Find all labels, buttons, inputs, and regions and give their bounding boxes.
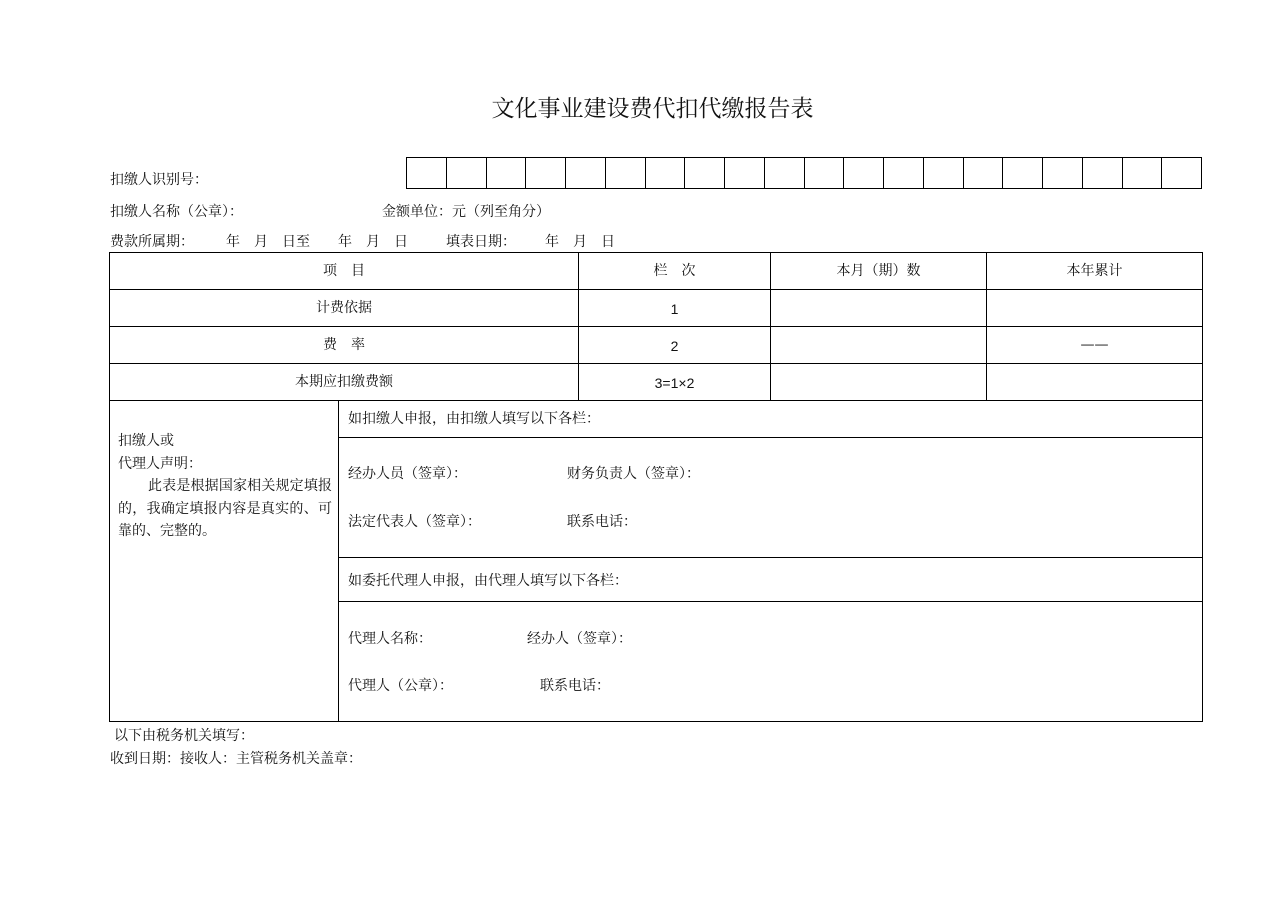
id-digit-box[interactable] xyxy=(1122,158,1162,188)
tax-office-note: 以下由税务机关填写： xyxy=(114,728,254,744)
agent-handler-label: 经办人（签章）： xyxy=(527,631,632,647)
header-column-no: 栏 次 xyxy=(653,263,696,279)
id-digit-box[interactable] xyxy=(645,158,685,188)
header-month-amount: 本月（期）数 xyxy=(836,263,921,279)
withholder-name-label: 扣缴人名称（公章）： xyxy=(110,204,243,220)
fee-period-label: 费款所属期： xyxy=(110,234,194,250)
basis-year-cell[interactable] xyxy=(987,290,1202,326)
table-rule xyxy=(109,326,1203,327)
fee-period-value: 年 月 日至 年 月 日 xyxy=(226,234,408,250)
row-column-no: 1 xyxy=(670,301,679,317)
id-digit-box[interactable] xyxy=(883,158,923,188)
agent-name-label: 代理人名称： xyxy=(348,631,432,647)
table-rule xyxy=(339,601,1203,602)
page-title: 文化事业建设费代扣代缴报告表 xyxy=(491,96,814,122)
declaration-heading: 代理人声明： xyxy=(118,455,202,472)
withholder-phone-label: 联系电话： xyxy=(567,514,637,530)
legal-representative-label: 法定代表人（签章）： xyxy=(348,514,481,530)
header-item: 项 目 xyxy=(323,263,365,279)
agent-phone-label: 联系电话： xyxy=(540,678,610,694)
fill-date-label: 填表日期： xyxy=(446,234,516,250)
id-digit-box[interactable] xyxy=(1002,158,1042,188)
table-rule xyxy=(109,252,1203,253)
id-digit-box[interactable] xyxy=(804,158,844,188)
row-item-payable: 本期应扣缴费额 xyxy=(295,374,393,390)
id-digit-box[interactable] xyxy=(923,158,963,188)
table-rule xyxy=(1202,252,1203,722)
fill-date-value: 年 月 日 xyxy=(545,234,615,250)
row-column-no: 2 xyxy=(670,338,679,354)
id-digit-box[interactable] xyxy=(605,158,645,188)
id-digit-box[interactable] xyxy=(1042,158,1082,188)
amount-unit-label: 金额单位：元（列至角分） xyxy=(382,204,550,220)
tax-office-receipt-line: 收到日期：接收人：主管税务机关盖章： xyxy=(110,751,362,767)
withholder-id-boxes[interactable] xyxy=(406,157,1202,189)
table-rule xyxy=(338,400,339,722)
rate-month-cell[interactable] xyxy=(771,327,986,363)
basis-month-cell[interactable] xyxy=(771,290,986,326)
declaration-block xyxy=(118,430,332,543)
row-column-no: 3=1×2 xyxy=(654,375,695,391)
id-digit-box[interactable] xyxy=(724,158,764,188)
agent-seal-label: 代理人（公章）： xyxy=(348,678,453,694)
table-rule xyxy=(109,721,1203,722)
id-digit-box[interactable] xyxy=(1161,158,1201,188)
table-rule xyxy=(109,252,110,722)
agent-section-intro: 如委托代理人申报，由代理人填写以下各栏： xyxy=(348,573,628,589)
id-digit-box[interactable] xyxy=(565,158,605,188)
withholder-section-intro: 如扣缴人申报，由扣缴人填写以下各栏： xyxy=(348,411,600,427)
id-digit-box[interactable] xyxy=(525,158,565,188)
table-rule xyxy=(339,557,1203,558)
id-digit-box[interactable] xyxy=(843,158,883,188)
id-digit-box[interactable] xyxy=(407,158,446,188)
id-digit-box[interactable] xyxy=(446,158,486,188)
id-digit-box[interactable] xyxy=(764,158,804,188)
withholder-handler-label: 经办人员（签章）： xyxy=(348,466,467,482)
table-rule xyxy=(339,437,1203,438)
header-year-total: 本年累计 xyxy=(1066,263,1123,279)
row-item-rate: 费 率 xyxy=(323,337,365,353)
id-digit-box[interactable] xyxy=(486,158,526,188)
id-digit-box[interactable] xyxy=(1082,158,1122,188)
payable-month-cell[interactable] xyxy=(771,364,986,400)
rate-year-cell: —— xyxy=(1080,337,1109,353)
declaration-text: 此表是根据国家相关规定填报的，我确定填报内容是真实的、可靠的、完整的。 xyxy=(118,478,332,539)
id-digit-box[interactable] xyxy=(963,158,1003,188)
finance-manager-label: 财务负责人（签章）： xyxy=(567,466,700,482)
withholder-id-label: 扣缴人识别号： xyxy=(110,172,208,188)
payable-year-cell[interactable] xyxy=(987,364,1202,400)
row-item-basis: 计费依据 xyxy=(316,300,372,316)
declaration-heading: 扣缴人或 xyxy=(118,433,174,449)
table-rule xyxy=(109,400,1203,401)
id-digit-box[interactable] xyxy=(684,158,724,188)
